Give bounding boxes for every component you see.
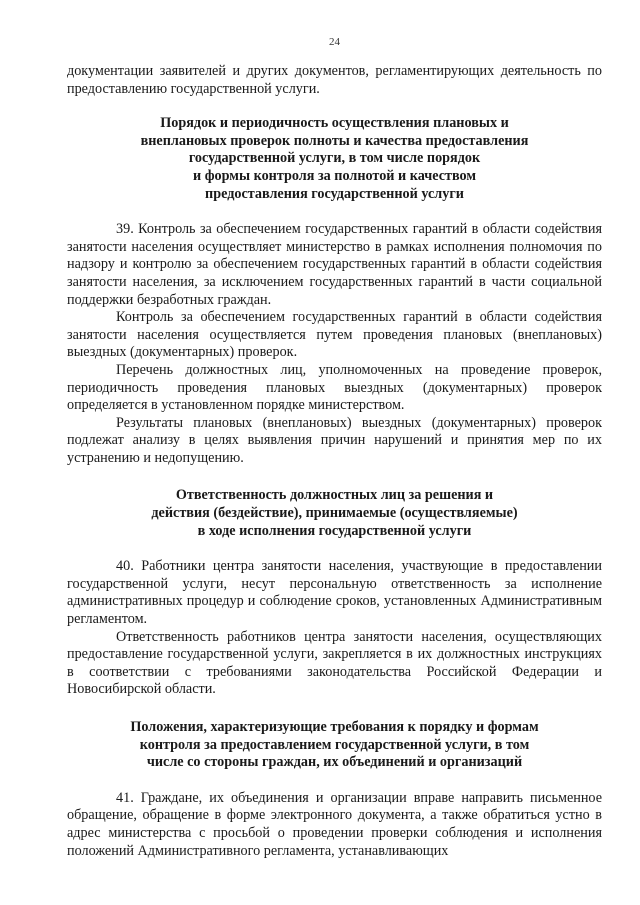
paragraph-39: 39. Контроль за обеспечением государственных гарантий в области содействия занятости населения осуществляет министерство в рамках исполнения полномочия по надзору и контролю за обеспечением государственных гарантий в области содействия занятости населения, за исключением государственных гарантий в части социальной поддержки безработных граждан. (67, 221, 602, 308)
page-number: 24 (329, 36, 340, 48)
paragraph-results: Результаты плановых (внеплановых) выездных (документарных) проверок подлежат анализу в целях выявления причин нарушений и принятия мер по их устранению и недопущению. (67, 414, 602, 466)
paragraph-control-method: Контроль за обеспечением государственных гарантий в области содействия занятости населения осуществляется путем проведения плановых (внеплановых) выездных (документарных) проверок. (67, 309, 602, 361)
paragraph-41: 41. Граждане, их объединения и организации вправе направить письменное обращение, обращение в форме электронного документа, а также обратиться устно в адрес министерства с просьбой о проведении проверки соблюдения и исполнения положений Административного регламента, устанавливающих (67, 789, 602, 859)
intro-paragraph: документации заявителей и других документов, регламентирующих деятельность по предоставлению государственной услуги. (67, 63, 602, 97)
paragraph-responsibility: Ответственность работников центра занятости населения, осуществляющих предоставление государственной услуги, закрепляется в их должностных инструкциях в соответствии с требованиями законодательства Российской Федерации и Новосибирской области. (67, 628, 602, 698)
section-heading-responsibility: Ответственность должностных лиц за решения и действия (бездействие), принимаемые (осуществляемые) в ходе исполнения государственной услуги (151, 487, 518, 539)
paragraph-officials-list: Перечень должностных лиц, уполномоченных на проведение проверок, периодичность проведения плановых выездных (документарных) проверок определяется в установленном порядке министерством. (67, 361, 602, 414)
section-heading-inspections: Порядок и периодичность осуществления плановых и внеплановых проверок полноты и качества предоставления государственной услуги, в том числе порядок и формы контроля за полнотой и качеством предоставления государственной услуги (140, 115, 529, 202)
section-heading-control-requirements: Положения, характеризующие требования к порядку и формам контроля за предоставлением государственной услуги, в том числе со стороны граждан, их объединений и организаций (130, 719, 539, 771)
paragraph-40: 40. Работники центра занятости населения, участвующие в предоставлении государственной услуги, несут персональную ответственность за исполнение административных процедур и соблюдение сроков, установленных Административным регламентом. (67, 558, 602, 628)
document-body (67, 63, 602, 860)
